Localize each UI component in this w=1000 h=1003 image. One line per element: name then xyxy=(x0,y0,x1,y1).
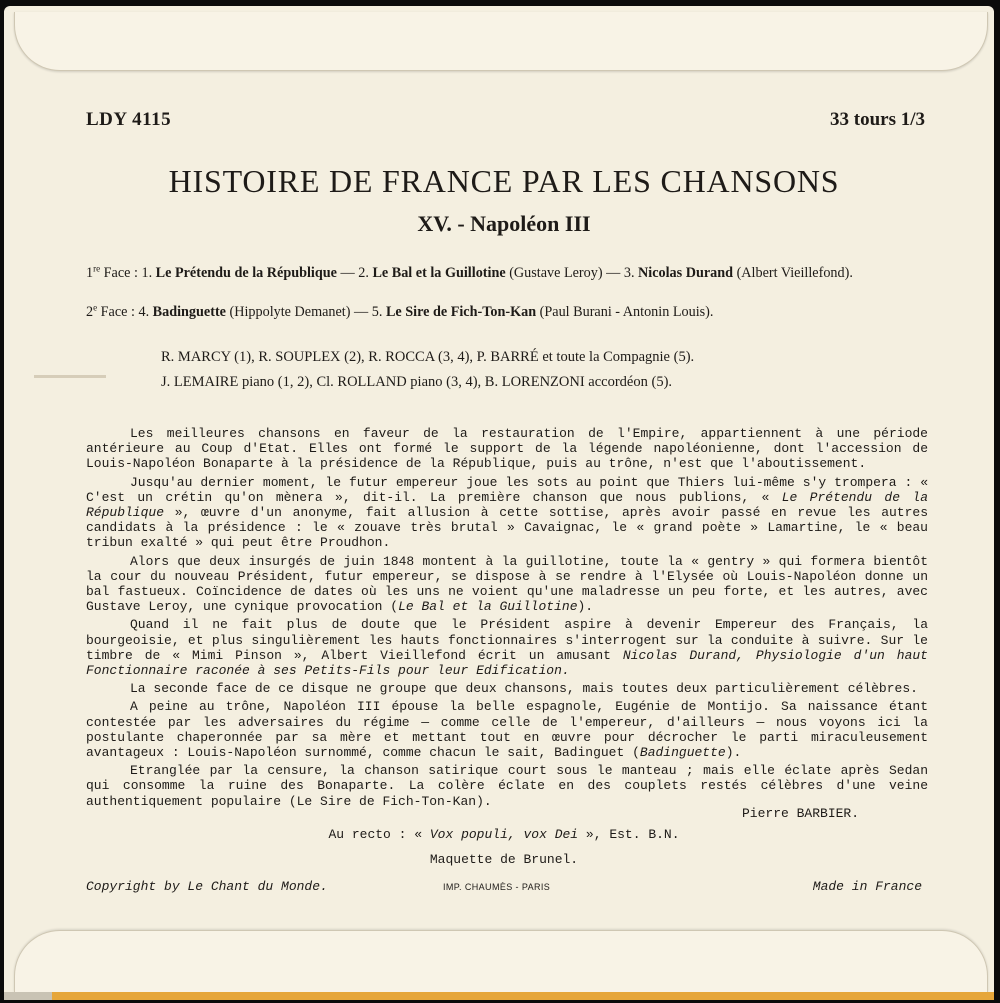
track-4-title: Badinguette xyxy=(152,304,226,320)
track-1-title: Le Prétendu de la République xyxy=(155,265,337,281)
sleeve-top-flap xyxy=(14,12,988,71)
musicians-credit: J. LEMAIRE piano (1, 2), Cl. ROLLAND piano (3, 4), B. LORENZONI accordéon (5). xyxy=(161,374,673,390)
track-2-number: 2. xyxy=(358,265,373,281)
notes-author: Pierre BARBIER. xyxy=(742,806,860,821)
made-in-notice: Made in France xyxy=(812,879,922,894)
liner-paragraph: A peine au trône, Napoléon III épouse la belle espagnole, Eugénie de Montijo. Sa naissance étant contestée par les adversaires du régime — comme celle de l'empereur, d'ailleurs — nous voyons ici la postulante chaperonnée par sa mère et mettant tout en œuvre pour décrocher le parti miraculeusement avantageux : Louis-Napoléon surnommé, comme chacun le sait, Badinguet (Badinguette). xyxy=(86,699,928,761)
record-speed: 33 tours 1/3 xyxy=(830,109,925,130)
track-2-author: (Gustave Leroy) — xyxy=(505,265,624,281)
album-volume-title: XV. - Napoléon III xyxy=(417,211,591,236)
track-1-number: 1. xyxy=(141,265,156,281)
track-5-author: (Paul Burani - Antonin Louis). xyxy=(536,304,714,320)
cover-credit: Au recto : « Vox populi, vox Dei », Est. B.N. xyxy=(328,827,680,842)
side-one-label-sup: re xyxy=(93,263,101,274)
side-one-tracklist xyxy=(86,265,928,283)
album-series-title: HISTOIRE DE FRANCE PAR LES CHANSONS xyxy=(168,163,840,199)
track-2-title: Le Bal et la Guillotine xyxy=(372,265,506,281)
track-3-title: Nicolas Durand xyxy=(638,265,734,281)
liner-paragraph: Les meilleures chansons en faveur de la restauration de l'Empire, appartiennent à une période antérieure au Coup d'Etat. Elles ont formé le support de la légende napoléonienne, dont l'accession de Louis-Napoléon Bonaparte à la présidence de la République, puis au trône, n'est que l'aboutissement. xyxy=(86,426,928,472)
track-5-number: 5. xyxy=(371,304,386,320)
liner-paragraph: Jusqu'au dernier moment, le futur empereur joue les sots au point que Thiers lui-même s'y trompera : « C'est un crétin qu'on mènera », dit-il. La première chanson que nous publions, « Le Prétendu de la République », œuvre d'un anonyme, fait allusion à cette sottise, après avoir passé en revue les autres candidats à la présidence : le « zouave très brutal » Cavaignac, le « grand poète » Lamartine, le « beau tribun exalté » qui peut être Proudhon. xyxy=(86,474,928,551)
separator: — xyxy=(336,265,359,281)
side-one-label: Face : xyxy=(100,265,142,281)
catalog-number: LDY 4115 xyxy=(86,109,172,130)
side-two-label-sup: e xyxy=(93,302,98,313)
liner-paragraph: Alors que deux insurgés de juin 1848 montent à la guillotine, toute la « gentry » qui formera bientôt la cour du nouveau Président, futur empereur, se dispose à se rendre à l'Elysée où Louis-Napoléon donne un bal fastueux. Coïncidence de dates où les uns ne voient qu'une maladresse un peu forte, et les autres, avec Gustave Leroy, une cynique provocation (Le Bal et la Guillotine). xyxy=(86,553,928,615)
sleeve-bottom-edge-left xyxy=(4,992,52,1000)
liner-paragraph: Quand il ne fait plus de doute que le Président aspire à devenir Empereur des Français, la bourgeoisie, et plus singulièrement les hauts fonctionnaires s'interrogent sur la conduite à suivre. Sur le timbre de « Mimi Pinson », Albert Vieillefond écrit un amusant Nicolas Durand, Physiologie d'un haut Fonctionnaire raconée à ses Petits-Fils pour leur Edification. xyxy=(86,617,928,679)
track-3-author: (Albert Vieillefond). xyxy=(733,265,853,281)
track-3-number: 3. xyxy=(623,265,639,281)
track-4-number: 4. xyxy=(138,304,153,320)
printer-credit: IMP. CHAUMÈS - PARIS xyxy=(443,882,551,892)
liner-paragraph: La seconde face de ce disque ne groupe que deux chansons, mais toutes deux particulièrement célèbres. xyxy=(130,681,918,697)
performers-credit: R. MARCY (1), R. SOUPLEX (2), R. ROCCA (3, 4), P. BARRÉ et toute la Compagnie (5). xyxy=(161,349,695,365)
paper-smudge xyxy=(34,375,106,378)
liner-paragraph: Etranglée par la censure, la chanson satirique court sous le manteau ; mais elle éclate après Sedan qui consomme la ruine des Bonaparte. La colère éclate en des couplets restés célèbres d'une veine authentiquement populaire (Le Sire de Fich-Ton-Kan). xyxy=(86,763,928,809)
track-5-title: Le Sire de Fich-Ton-Kan xyxy=(385,304,537,320)
side-two-label-num: 2 xyxy=(86,304,94,320)
side-two-label: Face : xyxy=(97,304,139,320)
side-one-label-num: 1 xyxy=(86,265,94,281)
sleeve-bottom-flap xyxy=(14,930,988,993)
design-credit: Maquette de Brunel. xyxy=(429,852,579,867)
track-4-author: (Hippolyte Demanet) — xyxy=(225,304,372,320)
sleeve-bottom-edge xyxy=(4,992,994,1000)
copyright-notice: Copyright by Le Chant du Monde. xyxy=(86,879,328,894)
liner-notes xyxy=(86,426,928,812)
side-two-tracklist xyxy=(86,304,928,322)
